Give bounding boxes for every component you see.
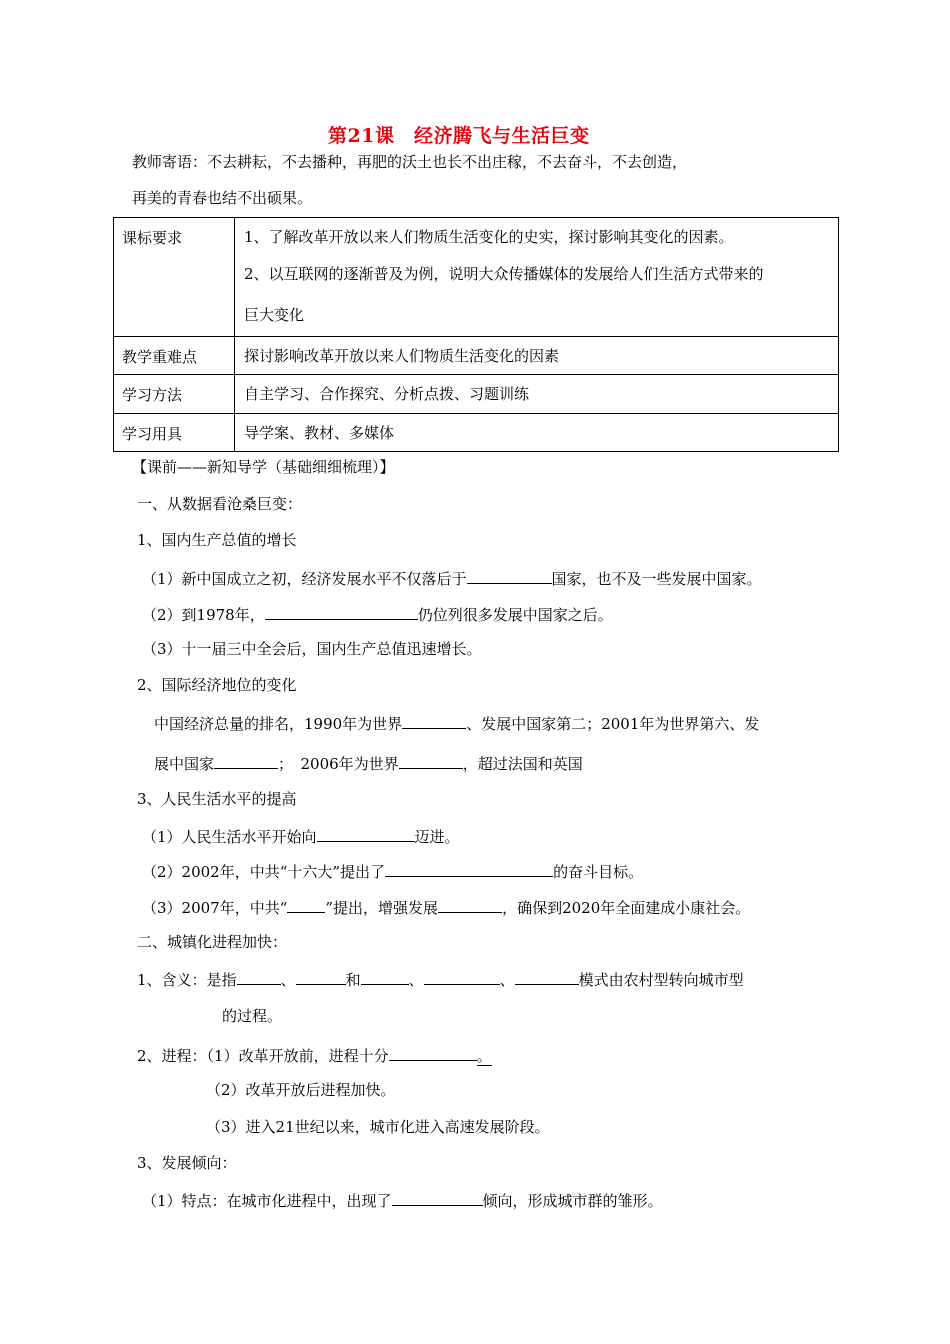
page-title: 第21课 经济腾飞与生活巨变 (328, 125, 590, 147)
answer-blank[interactable] (424, 968, 500, 985)
row-value-text: 自主学习、合作探究、分析点拨、习题训练 (244, 385, 530, 403)
answer-blank[interactable] (392, 1189, 483, 1206)
fill-text: 、 (280, 971, 296, 989)
answer-blank[interactable] (385, 860, 553, 877)
fill-text: 国家，也不及一些发展中国家。 (551, 570, 762, 588)
answer-blank[interactable] (515, 968, 579, 985)
answer-blank[interactable] (399, 752, 463, 769)
fill-text: （2）到1978年， (142, 606, 265, 624)
fill-text: ； 2006年为世界 (278, 755, 399, 773)
answer-blank[interactable] (389, 1044, 477, 1061)
fill-text: 、发展中国家第二；2001年为世界第六、发 (466, 715, 760, 733)
requirement-line: 巨大变化 (244, 306, 305, 324)
item-3-heading: 3、发展倾向： (137, 1154, 237, 1172)
fill-text: 迈进。 (414, 828, 460, 846)
curriculum-table (113, 217, 839, 452)
answer-blank[interactable] (361, 968, 409, 985)
text-line: 的过程。 (222, 1007, 283, 1025)
fill-text: 的奋斗目标。 (553, 863, 644, 881)
section-1-heading: 一、从数据看沧桑巨变： (137, 495, 303, 513)
fill-text: 仍位列很多发展中国家之后。 (417, 606, 613, 624)
fill-line (154, 752, 583, 774)
fill-text: （2）2002年，中共“十六大”提出了 (142, 863, 386, 881)
table-row (114, 375, 839, 414)
table-row (114, 218, 839, 337)
item-2-heading: 2、国际经济地位的变化 (137, 676, 297, 694)
teacher-motto-line-2: 再美的青春也结不出硕果。 (132, 189, 313, 207)
row-value-text: 导学案、教材、多媒体 (244, 424, 395, 442)
fill-text: （1）新中国成立之初，经济发展水平不仅落后于 (142, 570, 467, 588)
fill-text: 2、进程：（1）改革开放前，进程十分 (137, 1047, 389, 1065)
fill-text: ，超过法国和英国 (462, 755, 583, 773)
answer-blank[interactable] (296, 968, 346, 985)
row-value (235, 375, 839, 414)
fill-text: 、 (499, 971, 515, 989)
fill-line (137, 1044, 492, 1066)
row-value (235, 414, 839, 452)
row-label: 教学重难点 (114, 337, 235, 375)
section-header: 【课前——新知导学（基础细细梳理）】 (132, 458, 395, 476)
fill-text: 中国经济总量的排名，1990年为世界 (154, 715, 403, 733)
teacher-motto-line-1: 教师寄语：不去耕耘，不去播种，再肥的沃土也长不出庄稼，不去奋斗，不去创造， (132, 153, 688, 171)
fill-text: （3）2007年，中共“ (142, 899, 288, 917)
fill-line (142, 860, 643, 882)
fill-line (142, 896, 750, 918)
fill-text: 和 (345, 971, 361, 989)
answer-blank[interactable] (402, 712, 466, 729)
text-line: （3）十一届三中全会后，国内生产总值迅速增长。 (142, 640, 482, 658)
answer-blank[interactable] (317, 825, 415, 842)
item-1-heading: 1、国内生产总值的增长 (137, 531, 297, 549)
fill-line (142, 825, 460, 847)
table-row (114, 337, 839, 375)
row-label: 课标要求 (114, 218, 235, 337)
answer-blank[interactable] (438, 896, 502, 913)
row-value-text: 探讨影响改革开放以来人们物质生活变化的因素 (244, 347, 560, 365)
answer-blank[interactable] (467, 567, 552, 584)
answer-blank[interactable] (237, 968, 281, 985)
fill-line (142, 567, 762, 589)
row-value (235, 337, 839, 375)
fill-line (154, 712, 759, 734)
answer-blank[interactable] (265, 603, 418, 620)
text-line: （3）进入21世纪以来，城市化进入高速发展阶段。 (206, 1118, 550, 1136)
section-2-heading: 二、城镇化进程加快： (137, 933, 288, 951)
fill-text: （1）人民生活水平开始向 (142, 828, 317, 846)
fill-text: 模式由农村型转向城市型 (578, 971, 744, 989)
fill-text: 、 (408, 971, 424, 989)
fill-text: ，确保到2020年全面建成小康社会。 (502, 899, 751, 917)
fill-text: 。 (476, 1047, 492, 1065)
fill-text: 1、含义：是指 (137, 971, 237, 989)
fill-text: （1）特点：在城市化进程中，出现了 (142, 1192, 392, 1210)
row-label: 学习方法 (114, 375, 235, 414)
fill-text: 展中国家 (154, 755, 215, 773)
fill-line (142, 1189, 663, 1211)
table-row (114, 414, 839, 452)
requirement-line: 2、以互联网的逐渐普及为例，说明大众传播媒体的发展给人们生活方式带来的 (244, 265, 764, 283)
fill-line (137, 968, 744, 990)
requirement-line: 1、了解改革开放以来人们物质生活变化的史实，探讨影响其变化的因素。 (244, 228, 734, 246)
fill-text: ”提出，增强发展 (325, 899, 439, 917)
fill-text: 倾向，形成城市群的雏形。 (482, 1192, 663, 1210)
row-label: 学习用具 (114, 414, 235, 452)
text-line: （2）改革开放后进程加快。 (206, 1081, 396, 1099)
answer-blank[interactable] (287, 896, 325, 913)
answer-blank[interactable] (214, 752, 278, 769)
fill-line (142, 603, 613, 625)
item-3-heading: 3、人民生活水平的提高 (137, 790, 297, 808)
row-value (235, 218, 839, 337)
